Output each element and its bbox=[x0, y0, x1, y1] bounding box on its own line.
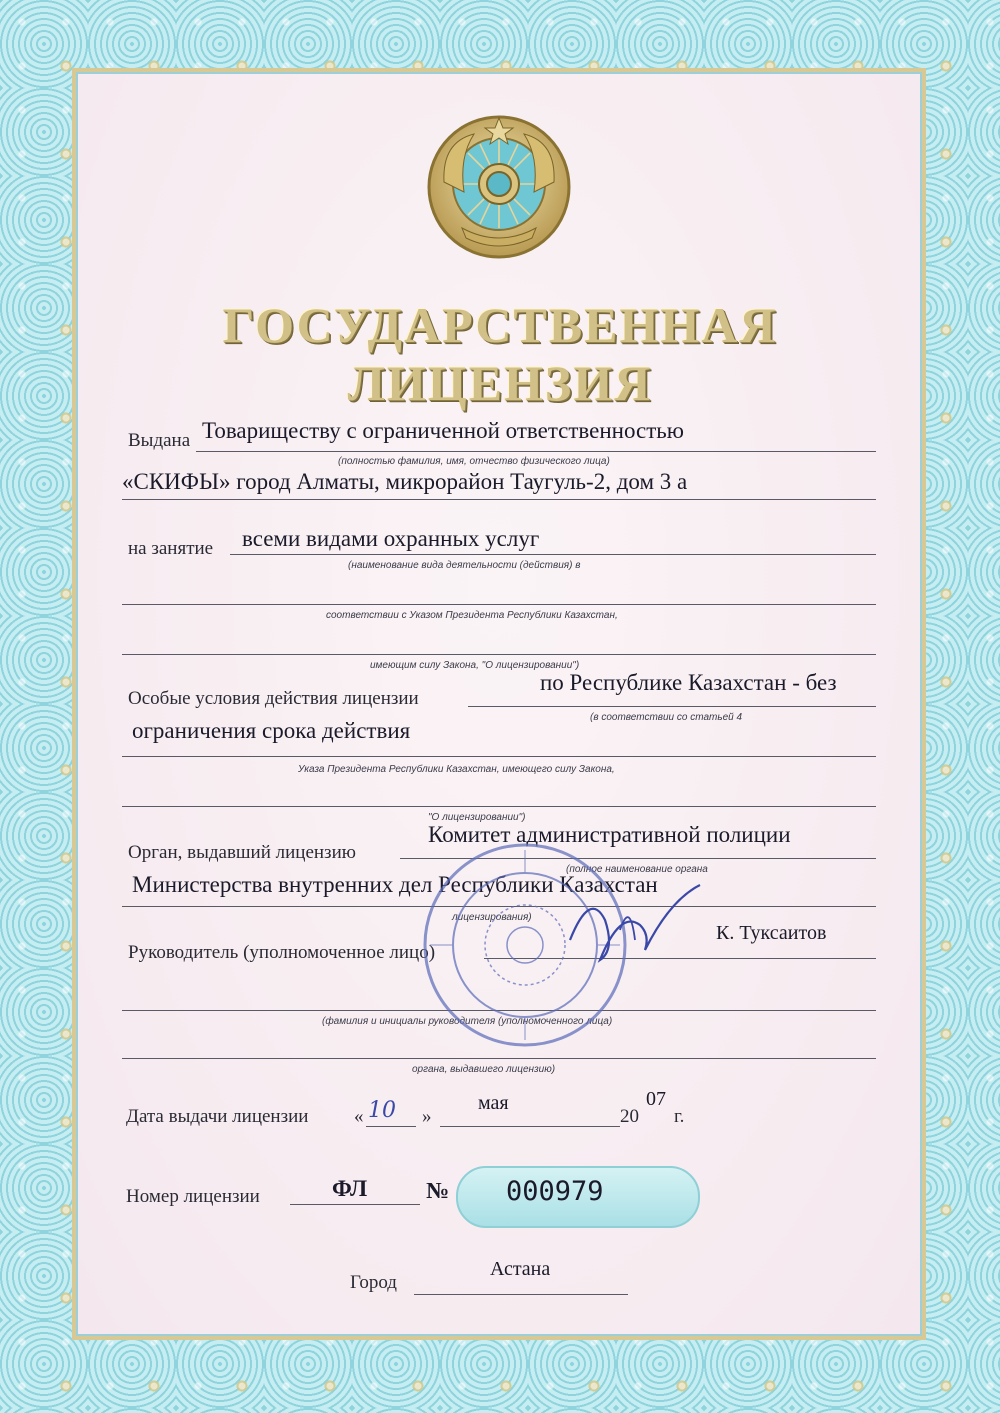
issued-to-line2: «СКИФЫ» город Алматы, микрорайон Таугуль-2, дом 3 а bbox=[122, 469, 688, 494]
number-series: ФЛ bbox=[332, 1176, 368, 1201]
head-hint2: органа, выдавшего лицензию) bbox=[412, 1064, 556, 1075]
conditions-hint2: Указа Президента Республики Казахстан, имеющего силу Закона, bbox=[298, 764, 615, 775]
conditions-hint1: (в соответствии со статьей 4 bbox=[590, 712, 743, 723]
authority-hint2: лицензирования) bbox=[452, 912, 532, 923]
date-open-quote: « bbox=[354, 1106, 364, 1127]
activity-value: всеми видами охранных услуг bbox=[242, 526, 540, 551]
issued-to-rule2 bbox=[122, 499, 876, 500]
activity-rule1 bbox=[230, 554, 876, 555]
conditions-rule3 bbox=[122, 806, 876, 807]
city-rule bbox=[414, 1294, 628, 1295]
license-number: 000979 bbox=[506, 1176, 604, 1207]
authority-label: Орган, выдавший лицензию bbox=[128, 842, 356, 863]
head-hint1: (фамилия и инициалы руководителя (уполномоченного лица) bbox=[322, 1016, 613, 1027]
head-label: Руководитель (уполномоченное лицо) bbox=[128, 942, 436, 963]
conditions-label: Особые условия действия лицензии bbox=[128, 688, 419, 709]
authority-value1: Комитет административной полиции bbox=[428, 822, 791, 847]
activity-hint1: (наименование вида деятельности (действия) в bbox=[348, 560, 581, 571]
activity-hint3: имеющим силу Закона, "О лицензировании") bbox=[370, 660, 580, 671]
conditions-value1: по Республике Казахстан - без bbox=[540, 670, 837, 695]
number-series-rule bbox=[290, 1204, 420, 1205]
date-year-suffix: 07 bbox=[646, 1088, 666, 1110]
conditions-hint3: "О лицензировании") bbox=[428, 812, 526, 823]
issued-to-hint: (полностью фамилия, имя, отчество физического лица) bbox=[338, 456, 610, 467]
date-day: 10 bbox=[368, 1098, 396, 1123]
conditions-rule1 bbox=[468, 706, 876, 707]
activity-rule2 bbox=[122, 604, 876, 605]
city-label: Город bbox=[350, 1272, 397, 1293]
state-emblem-icon bbox=[424, 112, 574, 262]
document-title: ГОСУДАРСТВЕННАЯ ЛИЦЕНЗИЯ bbox=[222, 297, 778, 411]
activity-hint2: соответствии с Указом Президента Республики Казахстан, bbox=[326, 610, 618, 621]
head-name: К. Туксаитов bbox=[716, 922, 827, 944]
date-close-quote: » bbox=[422, 1106, 432, 1127]
issued-to-rule1 bbox=[196, 451, 876, 452]
number-label: Номер лицензии bbox=[126, 1186, 260, 1207]
date-month: мая bbox=[478, 1092, 509, 1114]
date-month-rule bbox=[440, 1126, 620, 1127]
signature bbox=[560, 880, 710, 970]
activity-rule3 bbox=[122, 654, 876, 655]
conditions-value2: ограничения срока действия bbox=[132, 718, 411, 743]
head-rule3 bbox=[122, 1058, 876, 1059]
date-year-unit: г. bbox=[674, 1106, 685, 1127]
authority-value2: Министерства внутренних дел Республики Казахстан bbox=[132, 872, 658, 897]
date-year-prefix: 20 bbox=[620, 1106, 639, 1127]
activity-label: на занятие bbox=[128, 538, 214, 559]
number-sign: № bbox=[426, 1178, 450, 1203]
date-day-rule bbox=[366, 1126, 416, 1127]
issued-to-line1: Товариществу с ограниченной ответственностью bbox=[202, 418, 684, 443]
date-label: Дата выдачи лицензии bbox=[126, 1106, 309, 1127]
conditions-rule2 bbox=[122, 756, 876, 757]
city-value: Астана bbox=[490, 1258, 551, 1280]
authority-hint1: (полное наименование органа bbox=[566, 864, 708, 875]
issued-to-label: Выдана bbox=[128, 430, 191, 451]
